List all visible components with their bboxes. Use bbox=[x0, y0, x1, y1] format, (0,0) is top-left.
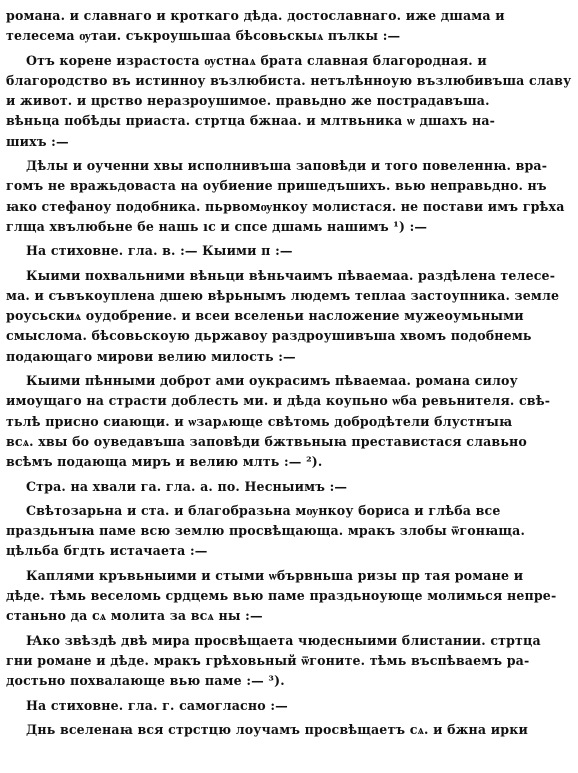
text-line: роусьскиѧ оудобрение. и всеи вселеньи насложение мужеоумьными bbox=[6, 308, 524, 324]
text-line: праздьнꙑꙗ паме всю землю просвѣщающа. мракъ злобы ѿгонꙗща. bbox=[6, 523, 525, 539]
text-line: романа. и славнаго и кроткаго дѣда. достославнаго. иже дшама и bbox=[6, 8, 505, 23]
text-line: цѣльба бгдть истачаета :— bbox=[6, 543, 208, 559]
text-line: глща хвълюбьне бе нашь ıс и спсе дшамь нашимъ ¹) :— bbox=[6, 218, 428, 234]
text-line: Стра. на хвали га. гла. а. по. Несныимъ :— bbox=[26, 478, 348, 494]
text-line: дѣде. тѣмь веселомь срдцемь вью паме праздьноующе молимься непре- bbox=[6, 588, 557, 604]
text-line: Ꙗко звѣздѣ двѣ мира просвѣщаета чюдесныими блистании. стртца bbox=[26, 632, 541, 648]
text-line: Кыими похвальними вѣньци вѣньчаимъ пѣваемаа. раздѣлена телесе- bbox=[26, 267, 556, 283]
text-line: имоущаго на страсти доблесть ми. и дѣда коупьно ѡба ревьнителя. свѣ- bbox=[6, 393, 551, 409]
text-line: всѧ. хвы бо оуведавъша заповѣди бжтвьныꙗ преставистася славьно bbox=[6, 433, 527, 449]
text-line: подающаго мирови велию милость :— bbox=[6, 348, 296, 364]
text-line: всѣмъ подающа миръ и велию млть :— ²). bbox=[6, 454, 323, 470]
text-line: Свѣтозарьна и ста. и благобразьна мѹнкоу бориса и глѣба все bbox=[26, 502, 501, 518]
text-line: На стиховне. гла. г. самогласно :— bbox=[26, 697, 288, 713]
text-line: станьно да сѧ молита за всѧ ны :— bbox=[6, 608, 263, 624]
text-line: достьно похвалающе вью паме :— ³). bbox=[6, 673, 285, 689]
text-line: смыслома. бѣсовьскоую дьржавоу раздроушивъша хвомъ подобнемь bbox=[6, 328, 532, 344]
text-line: Отъ корене израстоста ѹстнаѧ брата славная благородная. и bbox=[26, 52, 487, 68]
text-line: Каплями кръвьныими и стыми ѡбървньша ризы пр тая романе и bbox=[26, 567, 524, 583]
text-line: ма. и съвъкоуплена дшею вѣрьнымъ людемъ теплаа застоупника. земле bbox=[6, 287, 560, 303]
text-line: и живот. и црство неразроушимое. правьдно же пострадавъша. bbox=[6, 93, 490, 109]
text-line: На стиховне. гла. в. :— Кыими п :— bbox=[26, 243, 293, 259]
text-line: ꙗко стефаноу подобника. пьрвомѹнкоу молистася. не постави имъ грѣха bbox=[6, 198, 565, 214]
text-line: телесема ѹтаи. съкроушьшаа бѣсовьскыѧ пълкы :— bbox=[6, 28, 401, 44]
text-line: гомъ не вражьдоваста на оубиение пришедъшихъ. вью неправьдно. нъ bbox=[6, 178, 547, 194]
text-line: шихъ :— bbox=[6, 133, 69, 149]
text-line: гни романе и дѣде. мракъ грѣховьный ѿгоните. тѣмь въспѣваемъ ра- bbox=[6, 652, 530, 668]
text-line: Кыими пѣнными доброт ами оукрасимъ пѣваемаа. романа силоу bbox=[26, 373, 518, 389]
text-line: Днь вселенаꙗ вся стрстцю лоучамъ просвѣщаетъ сѧ. и бжна ирки bbox=[26, 721, 528, 737]
text-line: вѣньца побѣды приаста. стртца бжнаа. и млтвьника ѡ дшахъ на- bbox=[6, 113, 496, 129]
text-line: тьлѣ присно сиающи. и ѡзарѧюще свѣтомь добродѣтели блустнꙑꙗ bbox=[6, 413, 513, 429]
text-line: благородство въ истинноу възлюбиста. нетълѣнноую възлюбивъша славу bbox=[6, 72, 572, 88]
text-line: Дѣлы и оученни хвы исполнивъша заповѣди и того повеленнꙗ. вра- bbox=[26, 158, 548, 174]
